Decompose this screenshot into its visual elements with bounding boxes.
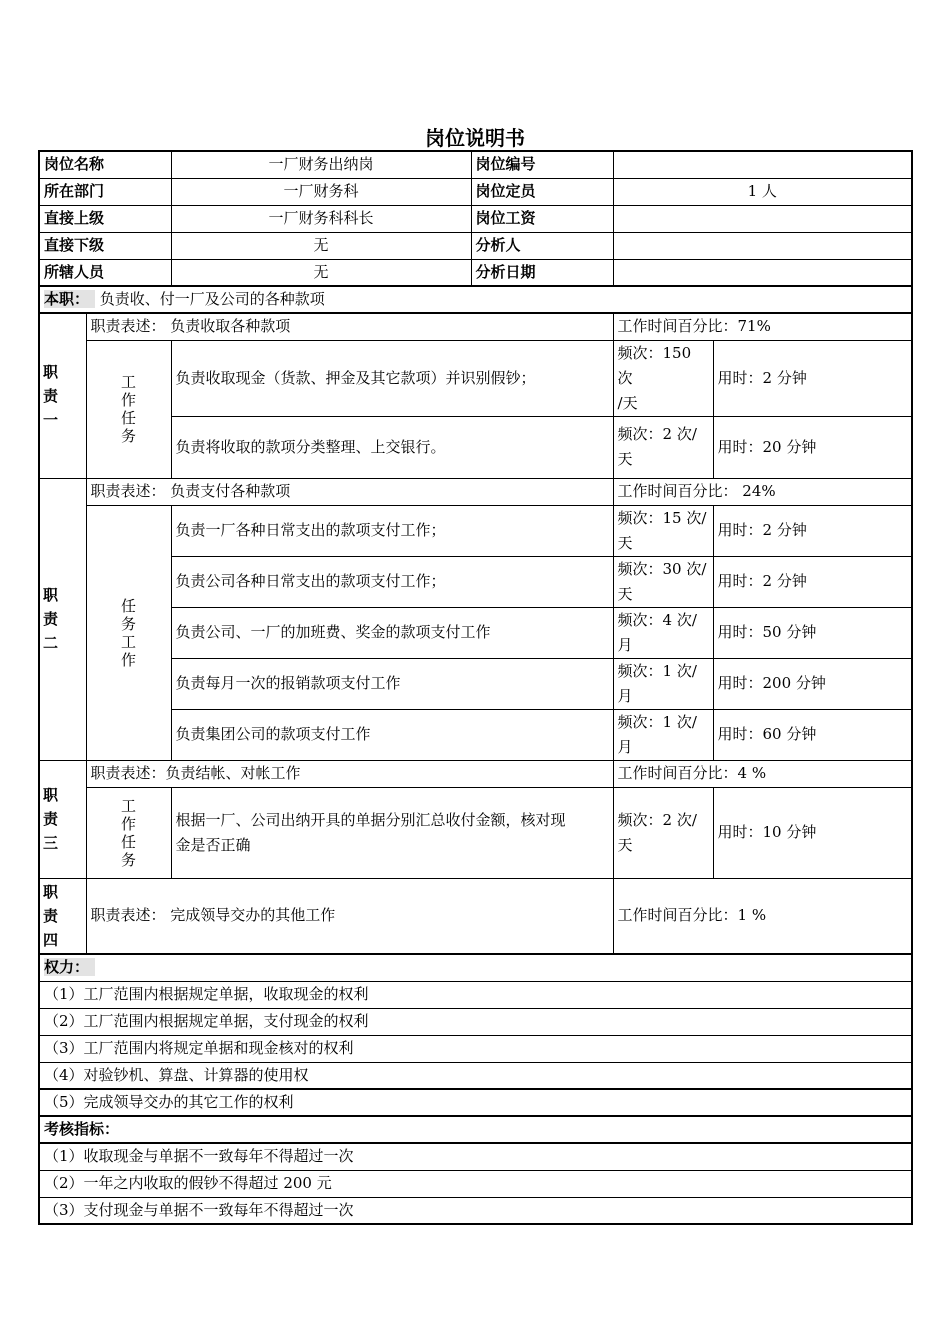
kpi-item-3: （3）支付现金与单据不一致每年不得超过一次 <box>39 1197 912 1224</box>
staff-value: 无 <box>171 259 471 286</box>
superior-label: 直接上级 <box>39 205 171 232</box>
main-duty-row <box>39 286 912 313</box>
power-item-1: （1）工厂范围内根据规定单据，收取现金的权利 <box>39 981 912 1008</box>
duty-2-description: 职责表述： 负责支付各种款项 <box>86 478 613 505</box>
duty-1-task-2: 负责将收取的款项分类整理、上交银行。 <box>171 416 613 478</box>
duty-1-task-label: 工 作 任 务 <box>86 340 171 478</box>
duty-2-task-5-duration: 用时：60 分钟 <box>713 709 912 760</box>
salary-value <box>613 205 912 232</box>
duty-2-task-4-duration: 用时：200 分钟 <box>713 658 912 709</box>
job-name-value: 一厂财务出纳岗 <box>171 151 471 178</box>
power-item-3: （3）工厂范围内将规定单据和现金核对的权利 <box>39 1035 912 1062</box>
duty-1-label: 职 责 一 <box>39 313 86 478</box>
salary-label: 岗位工资 <box>471 205 613 232</box>
power-item-4: （4）对验钞机、算盘、计算器的使用权 <box>39 1062 912 1089</box>
duty-3-task-1-frequency: 频次：2 次/ 天 <box>613 787 713 878</box>
kpi-item-2: （2）一年之内收取的假钞不得超过 200 元 <box>39 1170 912 1197</box>
duty-3-description: 职责表述：负责结帐、对帐工作 <box>86 760 613 787</box>
duty-2-task-label: 任 务 工 作 <box>86 505 171 760</box>
duty-2-task-1-frequency: 频次：15 次/ 天 <box>613 505 713 556</box>
kpi-item-1: （1）收取现金与单据不一致每年不得超过一次 <box>39 1143 912 1170</box>
subordinate-label: 直接下级 <box>39 232 171 259</box>
job-code-label: 岗位编号 <box>471 151 613 178</box>
duty-2-task-5: 负责集团公司的款项支付工作 <box>171 709 613 760</box>
kpi-header: 考核指标： <box>39 1116 912 1143</box>
job-name-label: 岗位名称 <box>39 151 171 178</box>
duty-3-task-1-duration: 用时：10 分钟 <box>713 787 912 878</box>
dept-value: 一厂财务科 <box>171 178 471 205</box>
duty-3-time-percent: 工作时间百分比：4 % <box>613 760 912 787</box>
job-code-value <box>613 151 912 178</box>
main-duty-text: 负责收、付一厂及公司的各种款项 <box>99 290 325 308</box>
duty-1-task-1-frequency: 频次：150 次 /天 <box>613 340 713 416</box>
duty-1-description: 职责表述： 负责收取各种款项 <box>86 313 613 340</box>
duty-2-label: 职 责 二 <box>39 478 86 760</box>
duty-2-task-3: 负责公司、一厂的加班费、奖金的款项支付工作 <box>171 607 613 658</box>
main-duty-label: 本职： <box>44 290 95 308</box>
duty-2-task-4: 负责每月一次的报销款项支付工作 <box>171 658 613 709</box>
duty-2-task-1: 负责一厂各种日常支出的款项支付工作； <box>171 505 613 556</box>
power-item-5: （5）完成领导交办的其它工作的权利 <box>39 1089 912 1116</box>
superior-value: 一厂财务科科长 <box>171 205 471 232</box>
subordinate-value: 无 <box>171 232 471 259</box>
duty-2-task-5-frequency: 频次：1 次/ 月 <box>613 709 713 760</box>
staff-label: 所辖人员 <box>39 259 171 286</box>
duty-1-task-2-duration: 用时：20 分钟 <box>713 416 912 478</box>
dept-label: 所在部门 <box>39 178 171 205</box>
powers-header: 权力： <box>39 954 912 981</box>
headcount-value: 1 人 <box>613 178 912 205</box>
duty-2-task-4-frequency: 频次：1 次/ 月 <box>613 658 713 709</box>
analysis-date-value <box>613 259 912 286</box>
duty-1-task-1: 负责收取现金（货款、押金及其它款项）并识别假钞； <box>171 340 613 416</box>
duty-4-description: 职责表述： 完成领导交办的其他工作 <box>86 878 613 954</box>
analyst-label: 分析人 <box>471 232 613 259</box>
duty-4-time-percent: 工作时间百分比：1 % <box>613 878 912 954</box>
duty-2-task-3-duration: 用时：50 分钟 <box>713 607 912 658</box>
duty-3-task-1: 根据一厂、公司出纳开具的单据分别汇总收付金额，核对现 金是否正确 <box>171 787 613 878</box>
duty-2-task-2-duration: 用时：2 分钟 <box>713 556 912 607</box>
duty-2-task-1-duration: 用时：2 分钟 <box>713 505 912 556</box>
job-description-table <box>38 150 913 1225</box>
duty-3-task-label: 工 作 任 务 <box>86 787 171 878</box>
duty-1-time-percent: 工作时间百分比：71% <box>613 313 912 340</box>
page-title: 岗位说明书 <box>425 126 525 150</box>
duty-1-task-2-frequency: 频次：2 次/ 天 <box>613 416 713 478</box>
power-item-2: （2）工厂范围内根据规定单据，支付现金的权利 <box>39 1008 912 1035</box>
duty-2-task-3-frequency: 频次：4 次/ 月 <box>613 607 713 658</box>
duty-2-time-percent: 工作时间百分比： 24% <box>613 478 912 505</box>
duty-4-label: 职 责 四 <box>39 878 86 954</box>
analyst-value <box>613 232 912 259</box>
duty-1-task-1-duration: 用时：2 分钟 <box>713 340 912 416</box>
duty-2-task-2-frequency: 频次：30 次/ 天 <box>613 556 713 607</box>
duty-2-task-2: 负责公司各种日常支出的款项支付工作； <box>171 556 613 607</box>
duty-3-label: 职 责 三 <box>39 760 86 878</box>
analysis-date-label: 分析日期 <box>471 259 613 286</box>
headcount-label: 岗位定员 <box>471 178 613 205</box>
